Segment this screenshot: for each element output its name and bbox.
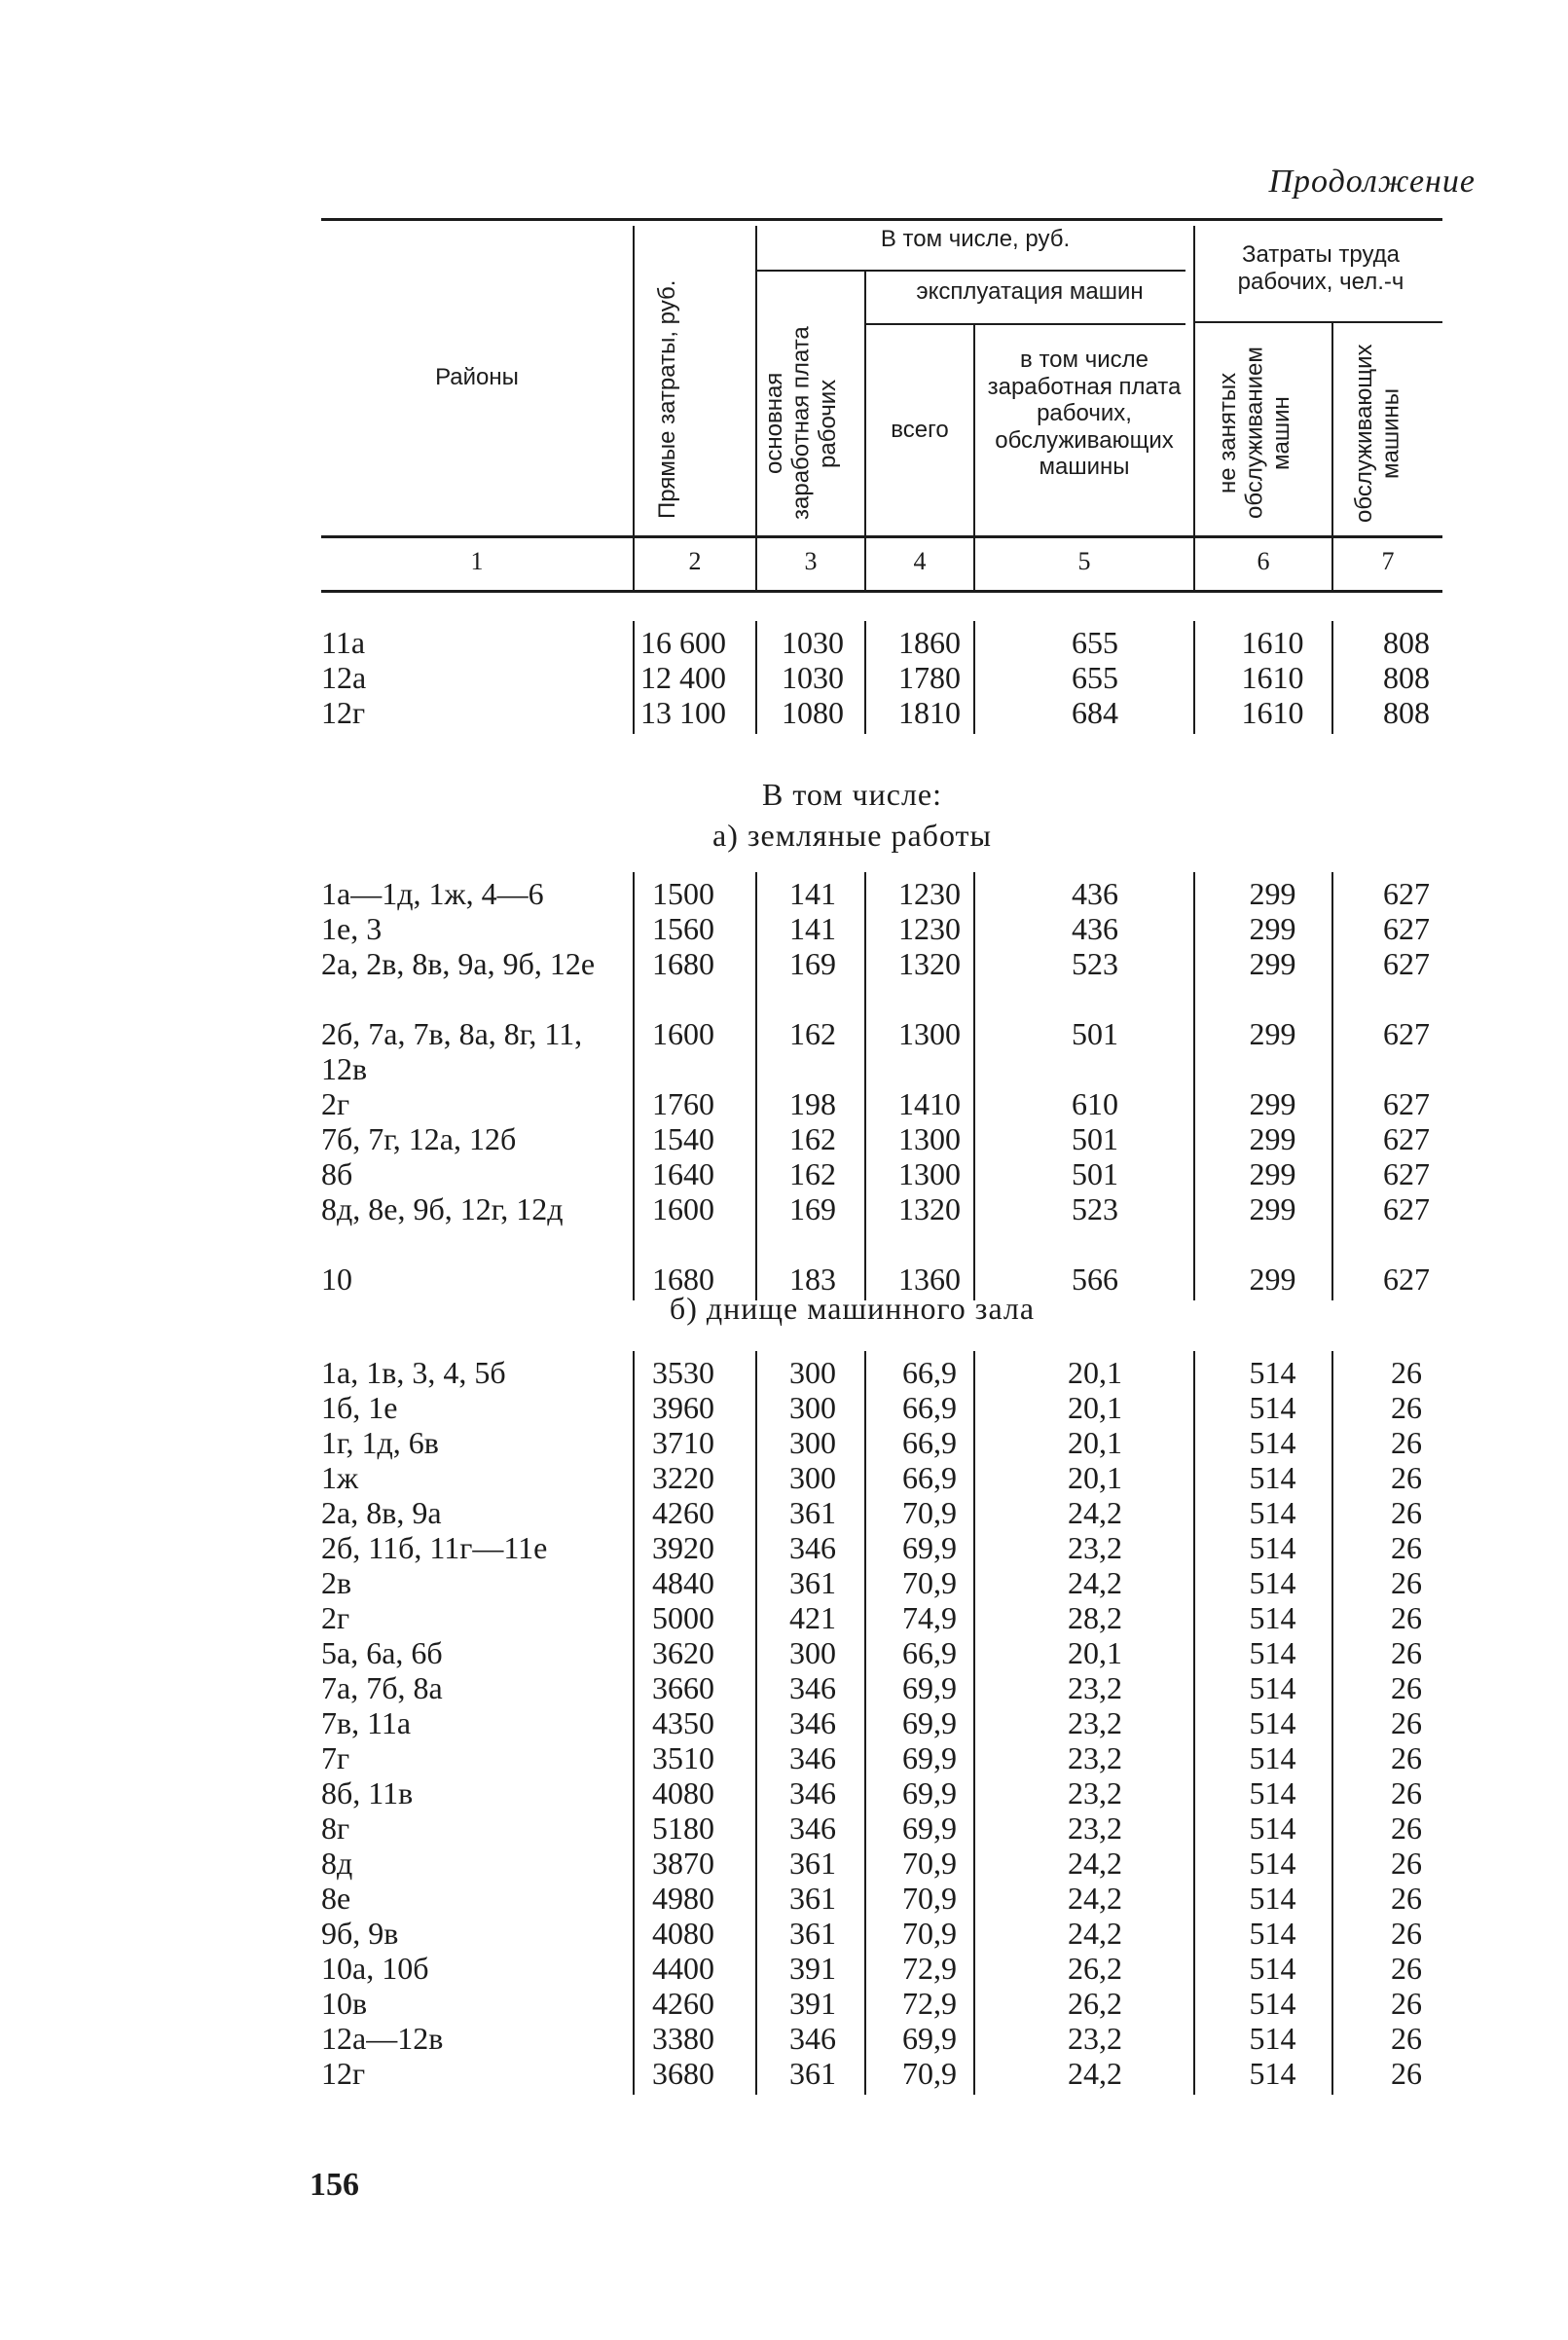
value-cell-c7: 627 xyxy=(1383,1261,1430,1297)
value-cell-c6: 299 xyxy=(1249,1156,1296,1191)
value-cell-c4: 1410 xyxy=(898,1086,961,1121)
district-cell: 7а, 7б, 8а xyxy=(321,1670,443,1705)
value-cell-c3: 141 xyxy=(789,911,836,946)
value-cell-c6: 514 xyxy=(1249,1881,1296,1916)
header-districts: Районы xyxy=(435,364,519,390)
value-cell-c6: 514 xyxy=(1249,1775,1296,1810)
value-cell-c5: 23,2 xyxy=(1068,1810,1122,1846)
value-cell-c2: 3870 xyxy=(652,1846,714,1881)
value-cell-c3: 361 xyxy=(789,1495,836,1530)
value-cell-c4: 1230 xyxy=(898,876,961,911)
value-cell-c2: 3510 xyxy=(652,1740,714,1775)
value-cell-c5: 20,1 xyxy=(1068,1460,1122,1495)
value-cell-c6: 514 xyxy=(1249,1846,1296,1881)
colnum-6: 6 xyxy=(1257,547,1270,575)
value-cell-c3: 1030 xyxy=(782,660,844,695)
value-cell-c6: 299 xyxy=(1249,1016,1296,1051)
value-cell-c6: 514 xyxy=(1249,1355,1296,1390)
value-cell-c6: 514 xyxy=(1249,1635,1296,1670)
value-cell-c4: 70,9 xyxy=(902,1495,957,1530)
value-cell-c6: 299 xyxy=(1249,911,1296,946)
column-divider xyxy=(1331,872,1333,1300)
value-cell-c7: 26 xyxy=(1391,1705,1422,1740)
value-cell-c3: 346 xyxy=(789,2021,836,2056)
value-cell-c4: 1300 xyxy=(898,1016,961,1051)
value-cell-c4: 66,9 xyxy=(902,1425,957,1460)
header-direct-costs: Прямые затраты, руб. xyxy=(654,279,680,519)
value-cell-c6: 299 xyxy=(1249,1086,1296,1121)
column-divider xyxy=(633,872,635,1300)
value-cell-c2: 5000 xyxy=(652,1600,714,1635)
value-cell-c5: 24,2 xyxy=(1068,2056,1122,2091)
value-cell-c4: 72,9 xyxy=(902,1951,957,1986)
subheader-rule-1 xyxy=(757,270,1185,272)
value-cell-c6: 299 xyxy=(1249,1191,1296,1226)
district-cell: 5а, 6а, 6б xyxy=(321,1635,443,1670)
value-cell-c5: 23,2 xyxy=(1068,1670,1122,1705)
colnum-2: 2 xyxy=(688,547,702,575)
value-cell-c3: 300 xyxy=(789,1355,836,1390)
value-cell-c2: 12 400 xyxy=(640,660,726,695)
district-cell: 8д, 8е, 9б, 12г, 12д xyxy=(321,1191,564,1226)
value-cell-c7: 26 xyxy=(1391,1881,1422,1916)
value-cell-c3: 346 xyxy=(789,1810,836,1846)
value-cell-c5: 24,2 xyxy=(1068,1565,1122,1600)
value-cell-c7: 26 xyxy=(1391,1670,1422,1705)
value-cell-c3: 169 xyxy=(789,1191,836,1226)
colnum-1: 1 xyxy=(470,547,484,575)
value-cell-c4: 1780 xyxy=(898,660,961,695)
value-cell-c2: 1760 xyxy=(652,1086,714,1121)
value-cell-c2: 3380 xyxy=(652,2021,714,2056)
value-cell-c6: 514 xyxy=(1249,1705,1296,1740)
value-cell-c2: 1560 xyxy=(652,911,714,946)
continuation-label: Продолжение xyxy=(1268,164,1476,200)
value-cell-c2: 3530 xyxy=(652,1355,714,1390)
district-cell: 8д xyxy=(321,1846,353,1881)
value-cell-c7: 26 xyxy=(1391,1495,1422,1530)
value-cell-c6: 514 xyxy=(1249,1740,1296,1775)
value-cell-c4: 66,9 xyxy=(902,1355,957,1390)
header-machine-operation: эксплуатация машин xyxy=(916,278,1144,305)
value-cell-c4: 69,9 xyxy=(902,1670,957,1705)
value-cell-c4: 69,9 xyxy=(902,1705,957,1740)
value-cell-c3: 346 xyxy=(789,1740,836,1775)
district-cell: 2г xyxy=(321,1086,350,1121)
value-cell-c4: 70,9 xyxy=(902,1916,957,1951)
value-cell-c3: 361 xyxy=(789,2056,836,2091)
value-cell-c5: 655 xyxy=(1072,660,1118,695)
value-cell-c2: 1500 xyxy=(652,876,714,911)
value-cell-c6: 514 xyxy=(1249,1916,1296,1951)
value-cell-c5: 26,2 xyxy=(1068,1951,1122,1986)
column-divider xyxy=(973,621,975,734)
column-divider xyxy=(755,872,757,1300)
value-cell-c7: 26 xyxy=(1391,1355,1422,1390)
labor-subheader-rule xyxy=(1195,321,1442,323)
value-cell-c5: 23,2 xyxy=(1068,1530,1122,1565)
value-cell-c5: 501 xyxy=(1072,1016,1118,1051)
value-cell-c7: 808 xyxy=(1383,660,1430,695)
value-cell-c5: 24,2 xyxy=(1068,1846,1122,1881)
value-cell-c5: 24,2 xyxy=(1068,1881,1122,1916)
column-divider xyxy=(1193,1351,1195,2095)
column-divider xyxy=(1331,1351,1333,2095)
section-including-title: В том числе: xyxy=(761,777,943,812)
value-cell-c3: 183 xyxy=(789,1261,836,1297)
value-cell-c2: 3620 xyxy=(652,1635,714,1670)
value-cell-c4: 69,9 xyxy=(902,2021,957,2056)
value-cell-c5: 684 xyxy=(1072,695,1118,730)
value-cell-c4: 72,9 xyxy=(902,1986,957,2021)
column-divider xyxy=(1193,872,1195,1300)
value-cell-c3: 300 xyxy=(789,1425,836,1460)
value-cell-c3: 1030 xyxy=(782,625,844,660)
value-cell-c5: 24,2 xyxy=(1068,1916,1122,1951)
value-cell-c2: 3920 xyxy=(652,1530,714,1565)
value-cell-c2: 1600 xyxy=(652,1191,714,1226)
value-cell-c3: 300 xyxy=(789,1460,836,1495)
district-cell: 12а—12в xyxy=(321,2021,444,2056)
value-cell-c2: 4980 xyxy=(652,1881,714,1916)
value-cell-c6: 1610 xyxy=(1241,660,1304,695)
value-cell-c7: 26 xyxy=(1391,1530,1422,1565)
value-cell-c3: 391 xyxy=(789,1986,836,2021)
value-cell-c5: 501 xyxy=(1072,1156,1118,1191)
value-cell-c7: 26 xyxy=(1391,2056,1422,2091)
value-cell-c5: 23,2 xyxy=(1068,1705,1122,1740)
value-cell-c4: 69,9 xyxy=(902,1740,957,1775)
value-cell-c7: 26 xyxy=(1391,1846,1422,1881)
value-cell-c7: 26 xyxy=(1391,1565,1422,1600)
value-cell-c6: 514 xyxy=(1249,1600,1296,1635)
value-cell-c3: 169 xyxy=(789,946,836,981)
district-cell: 8б xyxy=(321,1156,353,1191)
value-cell-c5: 523 xyxy=(1072,946,1118,981)
value-cell-c4: 1860 xyxy=(898,625,961,660)
value-cell-c7: 627 xyxy=(1383,1086,1430,1121)
value-cell-c5: 655 xyxy=(1072,625,1118,660)
value-cell-c7: 26 xyxy=(1391,1635,1422,1670)
section-a-title: а) земляные работы xyxy=(711,818,992,853)
value-cell-c5: 523 xyxy=(1072,1191,1118,1226)
value-cell-c7: 26 xyxy=(1391,1740,1422,1775)
value-cell-c4: 69,9 xyxy=(902,1810,957,1846)
district-cell: 2а, 8в, 9а xyxy=(321,1495,442,1530)
value-cell-c3: 346 xyxy=(789,1775,836,1810)
value-cell-c7: 26 xyxy=(1391,1810,1422,1846)
value-cell-c6: 299 xyxy=(1249,1121,1296,1156)
district-cell: 7в, 11а xyxy=(321,1705,412,1740)
value-cell-c6: 299 xyxy=(1249,1261,1296,1297)
value-cell-c4: 1300 xyxy=(898,1121,961,1156)
column-divider xyxy=(864,1351,866,2095)
column-divider xyxy=(633,621,635,734)
value-cell-c3: 198 xyxy=(789,1086,836,1121)
district-cell: 12а xyxy=(321,660,367,695)
value-cell-c7: 26 xyxy=(1391,1775,1422,1810)
value-cell-c5: 501 xyxy=(1072,1121,1118,1156)
value-cell-c7: 26 xyxy=(1391,1390,1422,1425)
value-cell-c5: 436 xyxy=(1072,876,1118,911)
page-number: 156 xyxy=(310,2167,359,2203)
value-cell-c6: 1610 xyxy=(1241,695,1304,730)
value-cell-c2: 4350 xyxy=(652,1705,714,1740)
value-cell-c3: 346 xyxy=(789,1670,836,1705)
header-total: всего xyxy=(891,417,949,443)
value-cell-c5: 610 xyxy=(1072,1086,1118,1121)
value-cell-c3: 361 xyxy=(789,1846,836,1881)
value-cell-c6: 514 xyxy=(1249,1495,1296,1530)
value-cell-c2: 1540 xyxy=(652,1121,714,1156)
value-cell-c6: 514 xyxy=(1249,1810,1296,1846)
value-cell-c2: 13 100 xyxy=(640,695,726,730)
value-cell-c2: 5180 xyxy=(652,1810,714,1846)
value-cell-c7: 627 xyxy=(1383,1191,1430,1226)
value-cell-c7: 627 xyxy=(1383,1156,1430,1191)
value-cell-c5: 20,1 xyxy=(1068,1390,1122,1425)
value-cell-c3: 421 xyxy=(789,1600,836,1635)
district-cell: 10в xyxy=(321,1986,368,2021)
district-cell: 8г xyxy=(321,1810,350,1846)
value-cell-c7: 26 xyxy=(1391,1951,1422,1986)
district-cell: 1а, 1в, 3, 4, 5б xyxy=(321,1355,506,1390)
header-bottom-rule xyxy=(321,535,1442,538)
section-b-rows xyxy=(0,1355,1568,2091)
value-cell-c2: 4080 xyxy=(652,1916,714,1951)
value-cell-c4: 1810 xyxy=(898,695,961,730)
value-cell-c4: 70,9 xyxy=(902,2056,957,2091)
district-cell: 1е, 3 xyxy=(321,911,383,946)
value-cell-c4: 1230 xyxy=(898,911,961,946)
value-cell-c3: 300 xyxy=(789,1390,836,1425)
value-cell-c7: 26 xyxy=(1391,1460,1422,1495)
value-cell-c3: 300 xyxy=(789,1635,836,1670)
value-cell-c2: 4400 xyxy=(652,1951,714,1986)
value-cell-c5: 23,2 xyxy=(1068,2021,1122,2056)
colnum-5: 5 xyxy=(1077,547,1091,575)
header-vline-5 xyxy=(1193,226,1195,590)
value-cell-c6: 514 xyxy=(1249,1530,1296,1565)
value-cell-c6: 514 xyxy=(1249,1460,1296,1495)
value-cell-c7: 26 xyxy=(1391,1916,1422,1951)
value-cell-c6: 299 xyxy=(1249,946,1296,981)
district-cell: 8б, 11в xyxy=(321,1775,414,1810)
value-cell-c2: 4080 xyxy=(652,1775,714,1810)
district-cell: 1а—1д, 1ж, 4—6 xyxy=(321,876,544,911)
value-cell-c4: 70,9 xyxy=(902,1846,957,1881)
column-divider xyxy=(633,1351,635,2095)
district-cell: 8е xyxy=(321,1881,351,1916)
value-cell-c5: 23,2 xyxy=(1068,1775,1122,1810)
value-cell-c2: 3680 xyxy=(652,2056,714,2091)
value-cell-c3: 391 xyxy=(789,1951,836,1986)
value-cell-c5: 23,2 xyxy=(1068,1740,1122,1775)
value-cell-c7: 26 xyxy=(1391,2021,1422,2056)
district-cell: 7г xyxy=(321,1740,350,1775)
colnum-bottom-rule xyxy=(321,590,1442,593)
header-labor-costs: Затраты труда рабочих, чел.-ч xyxy=(1237,241,1404,295)
district-cell: 10 xyxy=(321,1261,352,1297)
value-cell-c7: 627 xyxy=(1383,946,1430,981)
header-top-rule xyxy=(321,218,1442,221)
value-cell-c6: 514 xyxy=(1249,1425,1296,1460)
value-cell-c6: 514 xyxy=(1249,1951,1296,1986)
district-cell: 2а, 2в, 8в, 9а, 9б, 12е xyxy=(321,946,596,981)
section-a-rows xyxy=(0,876,1568,1297)
district-cell: 7б, 7г, 12а, 12б xyxy=(321,1121,517,1156)
column-divider xyxy=(755,621,757,734)
value-cell-c6: 514 xyxy=(1249,2056,1296,2091)
value-cell-c4: 66,9 xyxy=(902,1635,957,1670)
value-cell-c2: 3220 xyxy=(652,1460,714,1495)
value-cell-c5: 20,1 xyxy=(1068,1635,1122,1670)
value-cell-c5: 436 xyxy=(1072,911,1118,946)
value-cell-c2: 3710 xyxy=(652,1425,714,1460)
district-cell: 1б, 1е xyxy=(321,1390,398,1425)
value-cell-c6: 514 xyxy=(1249,1670,1296,1705)
column-divider xyxy=(864,621,866,734)
header-vline-1 xyxy=(633,226,635,590)
district-cell: 2б, 7а, 7в, 8а, 8г, 11, 12в xyxy=(321,1016,583,1086)
value-cell-c2: 1600 xyxy=(652,1016,714,1051)
value-cell-c2: 3660 xyxy=(652,1670,714,1705)
colnum-4: 4 xyxy=(913,547,927,575)
value-cell-c7: 26 xyxy=(1391,1986,1422,2021)
district-cell: 1г, 1д, 6в xyxy=(321,1425,439,1460)
value-cell-c7: 808 xyxy=(1383,625,1430,660)
value-cell-c2: 4260 xyxy=(652,1495,714,1530)
value-cell-c7: 627 xyxy=(1383,1121,1430,1156)
district-cell: 12г xyxy=(321,695,366,730)
value-cell-c2: 4260 xyxy=(652,1986,714,2021)
value-cell-c3: 162 xyxy=(789,1156,836,1191)
district-cell: 2б, 11б, 11г—11е xyxy=(321,1530,548,1565)
value-cell-c2: 1680 xyxy=(652,946,714,981)
value-cell-c4: 66,9 xyxy=(902,1390,957,1425)
value-cell-c4: 70,9 xyxy=(902,1565,957,1600)
colnum-7: 7 xyxy=(1381,547,1395,575)
section-b-title: б) днище машинного зала xyxy=(669,1291,1036,1326)
value-cell-c7: 26 xyxy=(1391,1600,1422,1635)
value-cell-c6: 299 xyxy=(1249,876,1296,911)
subheader-rule-2 xyxy=(866,323,1185,325)
colnum-3: 3 xyxy=(804,547,818,575)
column-divider xyxy=(1331,621,1333,734)
value-cell-c4: 69,9 xyxy=(902,1530,957,1565)
value-cell-c4: 69,9 xyxy=(902,1775,957,1810)
value-cell-c3: 162 xyxy=(789,1016,836,1051)
value-cell-c3: 1080 xyxy=(782,695,844,730)
value-cell-c3: 346 xyxy=(789,1705,836,1740)
column-divider xyxy=(973,1351,975,2095)
district-cell: 10а, 10б xyxy=(321,1951,429,1986)
value-cell-c4: 1360 xyxy=(898,1261,961,1297)
value-cell-c7: 627 xyxy=(1383,1016,1430,1051)
value-cell-c6: 1610 xyxy=(1241,625,1304,660)
district-cell: 2в xyxy=(321,1565,352,1600)
value-cell-c2: 4840 xyxy=(652,1565,714,1600)
value-cell-c2: 1680 xyxy=(652,1261,714,1297)
header-base-wage: основная заработная плата рабочих xyxy=(761,326,842,521)
value-cell-c5: 566 xyxy=(1072,1261,1118,1297)
value-cell-c5: 28,2 xyxy=(1068,1600,1122,1635)
section-total-rows xyxy=(0,625,1568,730)
district-cell: 1ж xyxy=(321,1460,359,1495)
value-cell-c3: 162 xyxy=(789,1121,836,1156)
value-cell-c2: 3960 xyxy=(652,1390,714,1425)
value-cell-c4: 1320 xyxy=(898,946,961,981)
district-cell: 11а xyxy=(321,625,366,660)
value-cell-c3: 361 xyxy=(789,1916,836,1951)
header-not-operating: не занятых обслуживанием машин xyxy=(1215,347,1295,520)
header-incl-wage-operators: в том числе заработная плата рабочих, обслуживающих машины xyxy=(987,347,1182,481)
header-operating: обслуживающих машины xyxy=(1351,344,1404,523)
value-cell-c7: 808 xyxy=(1383,695,1430,730)
column-divider xyxy=(864,872,866,1300)
value-cell-c7: 26 xyxy=(1391,1425,1422,1460)
column-divider xyxy=(973,872,975,1300)
value-cell-c6: 514 xyxy=(1249,1390,1296,1425)
value-cell-c6: 514 xyxy=(1249,1986,1296,2021)
value-cell-c5: 24,2 xyxy=(1068,1495,1122,1530)
value-cell-c2: 1640 xyxy=(652,1156,714,1191)
value-cell-c3: 141 xyxy=(789,876,836,911)
value-cell-c4: 1320 xyxy=(898,1191,961,1226)
value-cell-c7: 627 xyxy=(1383,911,1430,946)
value-cell-c4: 74,9 xyxy=(902,1600,957,1635)
value-cell-c3: 361 xyxy=(789,1881,836,1916)
value-cell-c7: 627 xyxy=(1383,876,1430,911)
district-cell: 9б, 9в xyxy=(321,1916,399,1951)
value-cell-c6: 514 xyxy=(1249,1565,1296,1600)
district-cell: 2г xyxy=(321,1600,350,1635)
value-cell-c5: 20,1 xyxy=(1068,1355,1122,1390)
header-including-rub: В том числе, руб. xyxy=(880,226,1071,252)
value-cell-c4: 1300 xyxy=(898,1156,961,1191)
value-cell-c2: 16 600 xyxy=(640,625,726,660)
value-cell-c3: 361 xyxy=(789,1565,836,1600)
value-cell-c5: 26,2 xyxy=(1068,1986,1122,2021)
value-cell-c3: 346 xyxy=(789,1530,836,1565)
value-cell-c4: 66,9 xyxy=(902,1460,957,1495)
district-cell: 12г xyxy=(321,2056,366,2091)
column-divider xyxy=(755,1351,757,2095)
column-divider xyxy=(1193,621,1195,734)
value-cell-c5: 20,1 xyxy=(1068,1425,1122,1460)
value-cell-c6: 514 xyxy=(1249,2021,1296,2056)
header-vline-2 xyxy=(755,226,757,590)
value-cell-c4: 70,9 xyxy=(902,1881,957,1916)
